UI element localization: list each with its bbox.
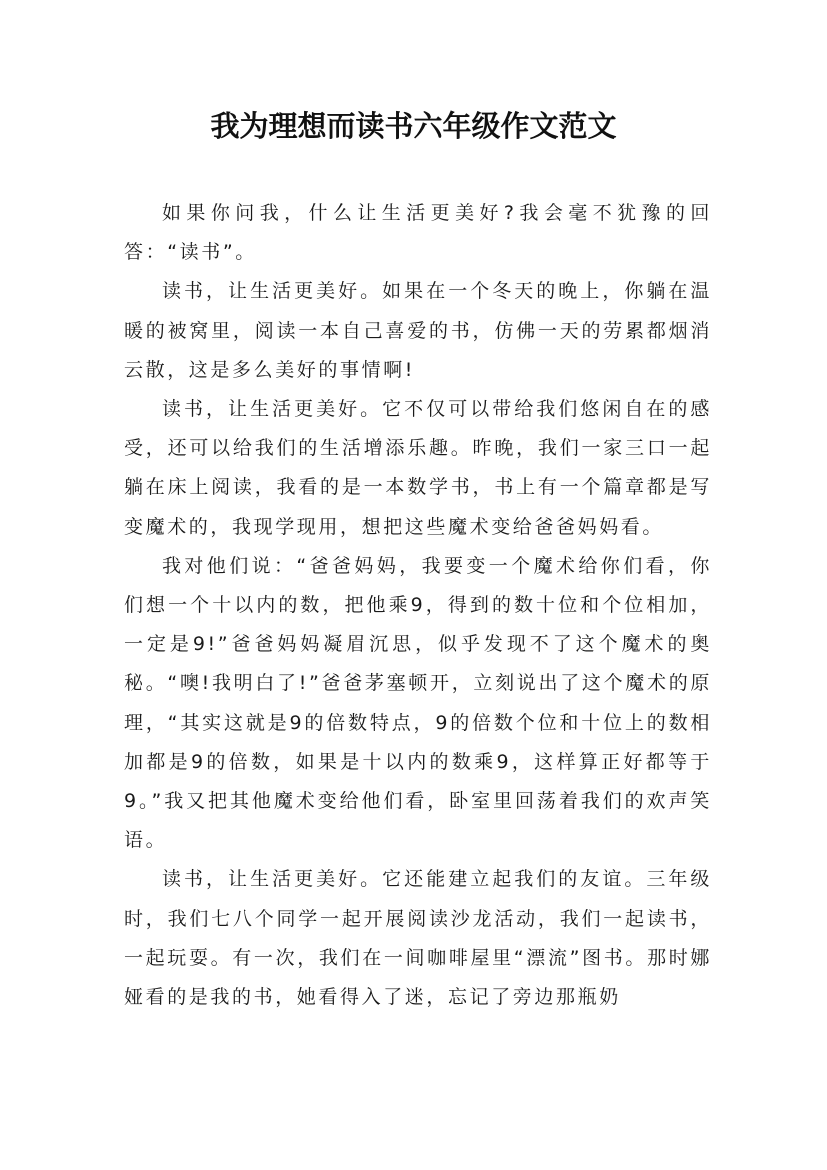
document-body	[124, 194, 712, 1017]
paragraph: 读书，让生活更美好。如果在一个冬天的晚上，你躺在温暖的被窝里，阅读一本自己喜爱的书，仿佛一天的劳累都烟消云散，这是多么美好的事情啊!	[124, 280, 712, 381]
paragraph: 我对他们说：“爸爸妈妈，我要变一个魔术给你们看，你们想一个十以内的数，把他乘9，得到的数十位和个位相加，一定是9!”爸爸妈妈凝眉沉思，似乎发现不了这个魔术的奥秘。“噢!我明白了!”爸爸茅塞顿开，立刻说出了这个魔术的原理，“其实这就是9的倍数特点，9的倍数个位和十位上的数相加都是9的倍数，如果是十以内的数乘9，这样算正好都等于9。”我又把其他魔术变给他们看，卧室里回荡着我们的欢声笑语。	[124, 554, 712, 852]
paragraph: 读书，让生活更美好。它不仅可以带给我们悠闲自在的感受，还可以给我们的生活增添乐趣。昨晚，我们一家三口一起躺在床上阅读，我看的是一本数学书，书上有一个篇章都是写变魔术的，我现学现用，想把这些魔术变给爸爸妈妈看。	[124, 398, 712, 538]
paragraph: 如果你问我，什么让生活更美好?我会毫不犹豫的回答：“读书”。	[124, 202, 712, 264]
document-title: 我为理想而读书六年级作文范文	[210, 109, 617, 143]
paragraph: 读书，让生活更美好。它还能建立起我们的友谊。三年级时，我们七八个同学一起开展阅读沙龙活动，我们一起读书，一起玩耍。有一次，我们在一间咖啡屋里“漂流”图书。那时娜娅看的是我的书，她看得入了迷，忘记了旁边那瓶奶	[124, 868, 712, 1009]
